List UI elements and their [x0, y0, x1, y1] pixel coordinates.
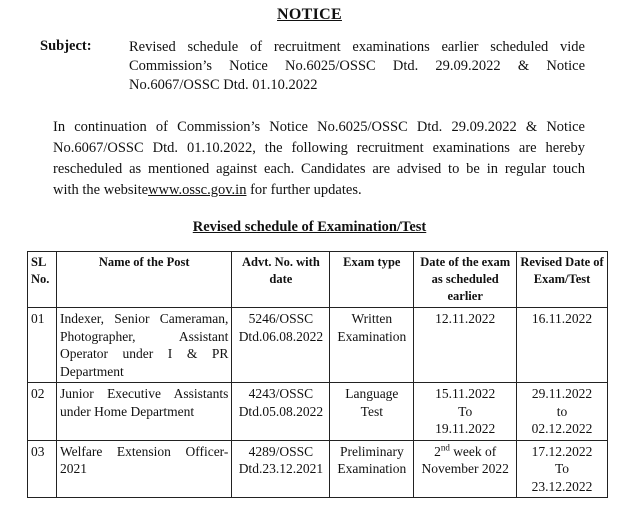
- cell-earlier-date: [414, 308, 517, 383]
- cell-earlier-date: [414, 440, 517, 498]
- exam-line: Examination: [337, 461, 407, 476]
- earlier-line: 12.11.2022: [435, 311, 496, 326]
- exam-line: Preliminary: [339, 443, 404, 459]
- post-line: Junior Executive Assistants: [59, 386, 229, 401]
- advt-line: Dtd.06.08.2022: [238, 328, 324, 344]
- body-line: rescheduled as mentioned against each. Candidates are advised to be in regular touch: [53, 161, 585, 177]
- earlier-week-suffix: nd: [440, 442, 450, 452]
- table-row: [28, 308, 608, 383]
- subject-line: Revised schedule of recruitment examinations earlier scheduled vide: [129, 39, 585, 55]
- earlier-line: [417, 443, 513, 461]
- body-line: [53, 180, 585, 201]
- header-sl: SL No.: [28, 252, 57, 308]
- cell-advt: [232, 440, 330, 498]
- subject-line: Commission’s Notice No.6025/OSSC Dtd. 29.09.2022 & Notice: [129, 58, 585, 74]
- table-row: [28, 440, 608, 498]
- advt-line: 5246/OSSC: [248, 311, 314, 326]
- cell-earlier-date: [414, 383, 517, 441]
- body-line-suffix: for further updates.: [246, 182, 362, 198]
- advt-line: 4243/OSSC: [248, 386, 314, 401]
- cell-post: [56, 440, 231, 498]
- cell-advt: [232, 383, 330, 441]
- body-line: In continuation of Commission’s Notice No.6025/OSSC Dtd. 29.09.2022 & Notice: [53, 119, 585, 135]
- advt-line: Dtd.05.08.2022: [238, 403, 324, 419]
- schedule-table: [27, 251, 608, 498]
- advt-line: Dtd.23.12.2021: [238, 461, 324, 476]
- cell-exam-type: [330, 440, 414, 498]
- cell-sl: 03: [28, 440, 57, 498]
- header-advt: Advt. No. with date: [232, 252, 330, 308]
- cell-sl: 02: [28, 383, 57, 441]
- advt-line: 4289/OSSC: [248, 443, 314, 459]
- cell-advt: [232, 308, 330, 383]
- header-post: Name of the Post: [56, 252, 231, 308]
- table-row: [28, 383, 608, 441]
- post-line: 2021: [59, 461, 87, 476]
- post-line: Operator under I & PR: [59, 346, 229, 361]
- subject-line: No.6067/OSSC Dtd. 01.10.2022: [129, 77, 318, 93]
- body-line: No.6067/OSSC Dtd. 01.10.2022, the following recruitment examinations are hereby: [53, 140, 585, 156]
- cell-revised-date: [517, 383, 608, 441]
- revised-line: 29.11.2022: [531, 386, 593, 401]
- subject-label: Subject:: [40, 38, 92, 54]
- revised-line: To: [555, 461, 570, 476]
- cell-revised-date: [517, 308, 608, 383]
- header-exam-type: Exam type: [330, 252, 414, 308]
- header-revised-date: Revised Date of Exam/Test: [517, 252, 608, 308]
- post-line: Photographer, Assistant: [59, 328, 229, 344]
- earlier-line: 19.11.2022: [435, 421, 496, 436]
- revised-line: 17.12.2022: [531, 443, 593, 459]
- cell-exam-type: [330, 383, 414, 441]
- earlier-week-rest: week of: [449, 443, 497, 459]
- revised-line: to: [556, 403, 568, 419]
- cell-sl: 01: [28, 308, 57, 383]
- exam-line: Test: [360, 403, 383, 419]
- website-link[interactable]: www.ossc.gov.in: [148, 182, 247, 198]
- cell-exam-type: [330, 308, 414, 383]
- post-line: under Home Department: [59, 403, 195, 419]
- earlier-week-number: 2: [434, 443, 441, 459]
- cell-post: [56, 383, 231, 441]
- earlier-line: To: [458, 403, 473, 419]
- earlier-line: November 2022: [421, 461, 509, 476]
- revised-line: 16.11.2022: [531, 311, 593, 326]
- table-heading: Revised schedule of Examination/Test: [192, 219, 427, 235]
- cell-post: [56, 308, 231, 383]
- body-paragraph: [53, 117, 585, 201]
- cell-revised-date: [517, 440, 608, 498]
- header-earlier-date: Date of the exam as scheduled earlier: [414, 252, 517, 308]
- exam-line: Language: [345, 386, 399, 401]
- subject-text: [129, 38, 585, 95]
- exam-line: Examination: [337, 328, 407, 344]
- post-line: Welfare Extension Officer-: [59, 443, 229, 459]
- post-line: Department: [59, 363, 124, 379]
- earlier-line: 15.11.2022: [435, 386, 496, 401]
- exam-line: Written: [351, 311, 393, 326]
- notice-title: NOTICE: [277, 6, 342, 23]
- post-line: Indexer, Senior Cameraman,: [59, 311, 229, 326]
- table-header-row: [28, 252, 608, 308]
- revised-line: 02.12.2022: [531, 421, 593, 436]
- revised-line: 23.12.2022: [531, 478, 593, 494]
- body-line-prefix: with the website: [53, 182, 149, 198]
